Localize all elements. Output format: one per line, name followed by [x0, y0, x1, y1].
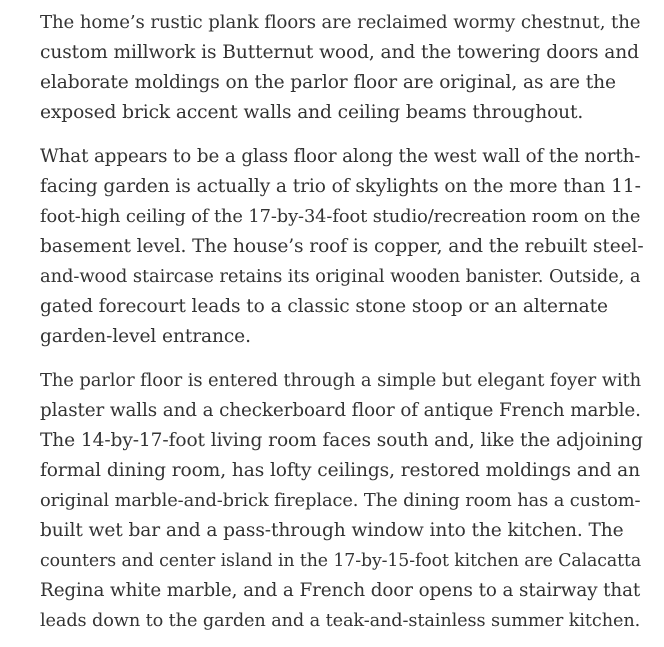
text-line: formal dining room, has lofty ceilings, restored moldings and an — [40, 460, 641, 481]
text-line: gated forecourt leads to a classic stone stoop or an alternate — [40, 296, 608, 317]
text-line: plaster walls and a checkerboard floor of antique French marble. — [40, 400, 641, 421]
text-line: elaborate moldings on the parlor floor are original, as are the — [40, 72, 616, 93]
text-line: The home’s rustic plank floors are reclaimed wormy chestnut, the — [40, 12, 641, 33]
text-line: The parlor floor is entered through a simple but elegant foyer with — [40, 370, 642, 391]
text-line: custom millwork is Butternut wood, and the towering doors and — [40, 42, 639, 63]
text-line: original marble-and-brick fireplace. The dining room has a custom- — [40, 490, 641, 511]
text-line: counters and center island in the 17-by-15-foot kitchen are Calacatta — [40, 551, 642, 571]
paragraph-materials — [40, 8, 644, 128]
text-line: The 14-by-17-foot living room faces south and, like the adjoining — [40, 430, 643, 451]
paragraph-skylights — [40, 142, 644, 352]
text-line: basement level. The house’s roof is copper, and the rebuilt steel- — [40, 236, 644, 257]
text-line: exposed brick accent walls and ceiling beams throughout. — [40, 102, 584, 123]
text-line: foot-high ceiling of the 17-by-34-foot studio/recreation room on the — [40, 206, 641, 227]
text-line: garden-level entrance. — [40, 326, 251, 347]
text-line: facing garden is actually a trio of skylights on the more than 11- — [40, 176, 641, 197]
text-line: Regina white marble, and a French door opens to a stairway that — [40, 580, 641, 601]
paragraph-parlor-floor — [40, 366, 644, 636]
text-line: What appears to be a glass floor along the west wall of the north- — [40, 146, 641, 167]
text-line: leads down to the garden and a teak-and-stainless summer kitchen. — [40, 611, 641, 631]
text-line: and-wood staircase retains its original wooden banister. Outside, a — [40, 266, 641, 287]
text-line: built wet bar and a pass-through window into the kitchen. The — [40, 520, 624, 541]
